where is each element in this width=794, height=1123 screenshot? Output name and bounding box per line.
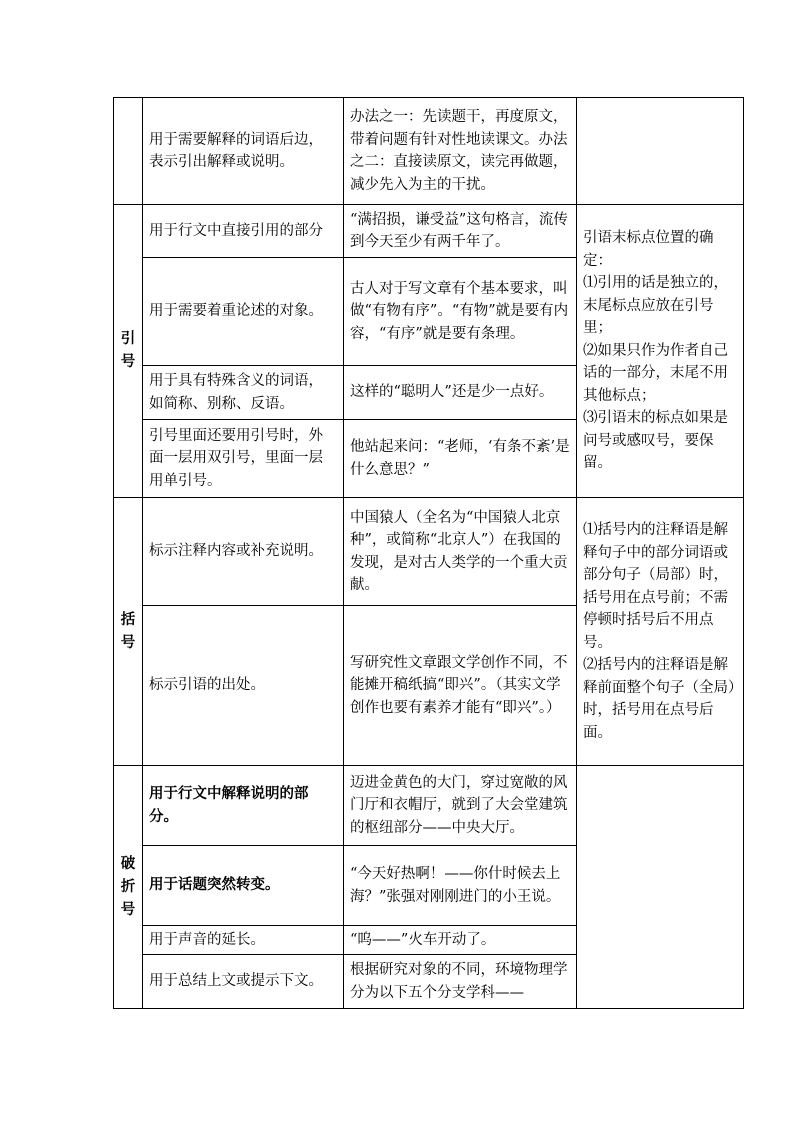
brackets-notes-cell: ⑴括号内的注释语是解释句子中的部分词语或部分句子（局部）时，括号用在点号前；不需停顿时括号后不用点号。 ⑵括号内的注释语是解释前面整个句子（全局）时，括号用在点号后面。	[577, 498, 744, 766]
usage-cell: 引号里面还要用引号时，外面一层用双引号，里面一层用单引号。	[143, 420, 344, 498]
example-cell: 办法之一：先读题干，再度原文，带着问题有针对性地读课文。办法之二：直接读原文，读完再做题，减少先入为主的干扰。	[344, 98, 577, 205]
example-cell: 中国猿人（全名为“中国猿人北京种”，或简称“北京人”）在我国的发现，是对古人类学的一个重大贡献。	[344, 498, 577, 606]
usage-cell: 用于总结上文或提示下文。	[143, 955, 344, 1009]
dash-name-cell: 破 折 号	[114, 766, 143, 1009]
example-cell: “满招损，谦受益”这句格言，流传到今天至少有两千年了。	[344, 205, 577, 258]
table-row	[114, 98, 744, 205]
table-row	[114, 766, 744, 846]
example-cell: 他站起来问：“老师，‘有条不紊’是什么意思？”	[344, 420, 577, 498]
table-row	[114, 205, 744, 258]
usage-cell: 用于需要解释的词语后边，表示引出解释或说明。	[143, 98, 344, 205]
usage-cell: 用于需要着重论述的对象。	[143, 258, 344, 366]
example-cell: 这样的“聪明人”还是少一点好。	[344, 366, 577, 420]
example-cell: 迈进金黄色的大门，穿过宽敞的风门厅和衣帽厅，就到了大会堂建筑的枢纽部分——中央大厅。	[344, 766, 577, 846]
usage-cell: 标示注释内容或补充说明。	[143, 498, 344, 606]
quotes-notes-cell: 引语末标点位置的确定： ⑴引用的话是独立的，末尾标点应放在引号里； ⑵如果只作为作者自己话的一部分，末尾不用其他标点； ⑶引语末的标点如果是问号或感叹号，要保留。	[577, 205, 744, 498]
usage-cell: 标示引语的出处。	[143, 606, 344, 766]
example-cell: “呜——”火车开动了。	[344, 926, 577, 955]
colon-name-cell	[114, 98, 143, 205]
example-cell: 古人对于写文章有个基本要求，叫做“有物有序”。“有物”就是要有内容，“有序”就是要有条理。	[344, 258, 577, 366]
notes-cell	[577, 98, 744, 205]
table-row	[114, 498, 744, 606]
usage-cell: 用于话题突然转变。	[143, 846, 344, 926]
example-cell: “今天好热啊！——你什时候去上海？”张强对刚刚进门的小王说。	[344, 846, 577, 926]
usage-cell: 用于行文中解释说明的部分。	[143, 766, 344, 846]
usage-cell: 用于具有特殊含义的词语，如简称、别称、反语。	[143, 366, 344, 420]
dash-notes-cell	[577, 766, 744, 1009]
example-cell: 写研究性文章跟文学创作不同，不能摊开稿纸搞“即兴”。（其实文学创作也要有素养才能有“即兴”。）	[344, 606, 577, 766]
example-cell: 根据研究对象的不同，环境物理学分为以下五个分支学科——	[344, 955, 577, 1009]
punctuation-table	[113, 97, 744, 1009]
quotes-name-cell: 引 号	[114, 205, 143, 498]
usage-cell: 用于行文中直接引用的部分	[143, 205, 344, 258]
usage-cell: 用于声音的延长。	[143, 926, 344, 955]
brackets-name-cell: 括 号	[114, 498, 143, 766]
